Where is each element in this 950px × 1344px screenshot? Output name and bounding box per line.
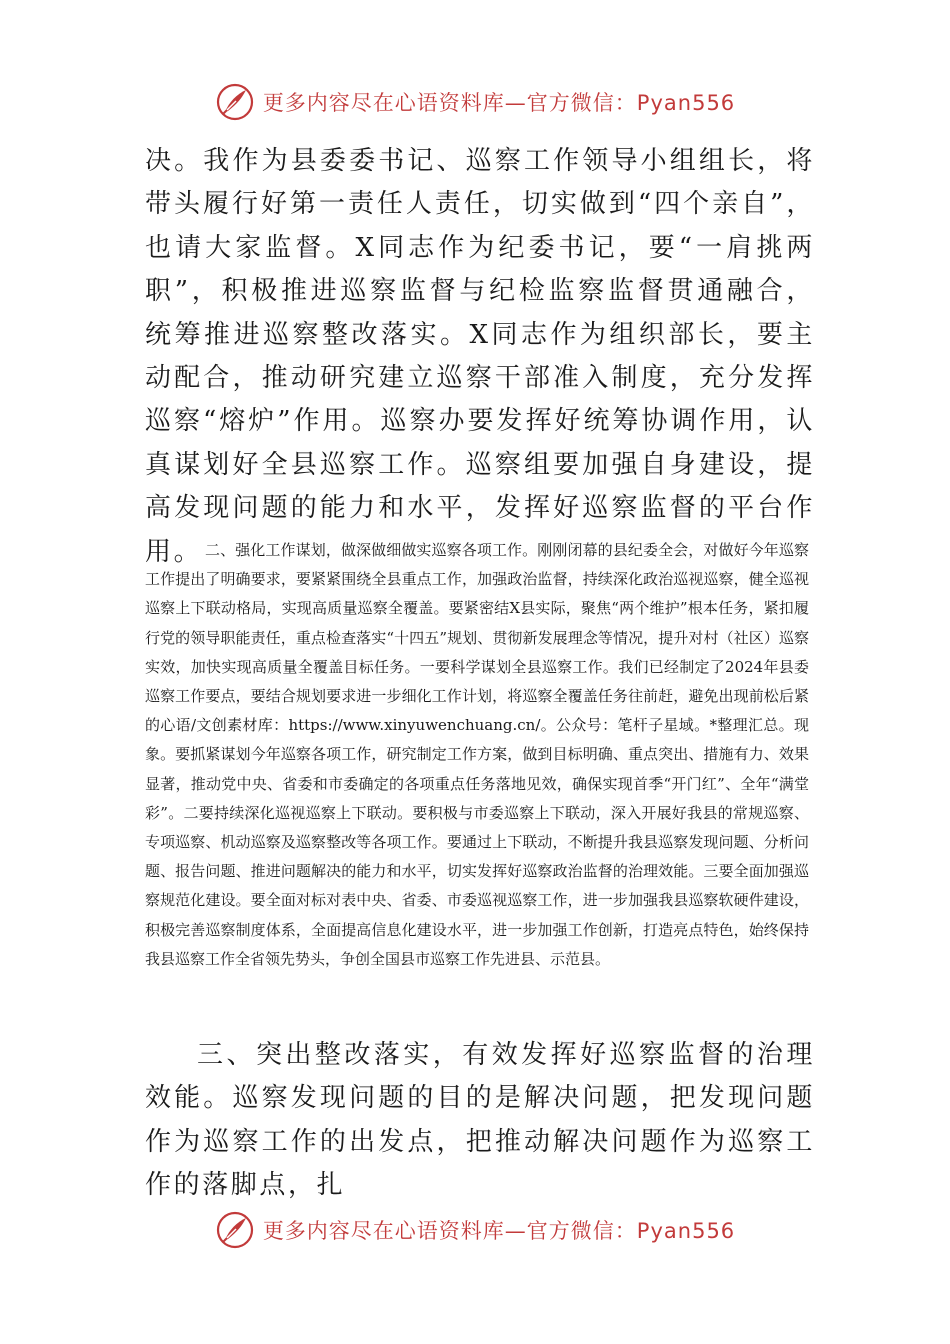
header-banner bbox=[0, 80, 950, 124]
footer-banner bbox=[0, 1208, 950, 1252]
quill-logo-icon bbox=[215, 82, 255, 122]
quill-logo-icon bbox=[215, 1210, 255, 1250]
header-banner-text: 更多内容尽在心语资料库—官方微信：Pyan556 bbox=[262, 91, 736, 115]
paragraph-rectification: 三、突出整改落实，有效发挥好巡察监督的治理效能。巡察发现问题的目的是解决问题，把发现问题作为巡察工作的出发点，把推动解决问题作为巡察工作的落脚点，扎 bbox=[145, 1040, 815, 1201]
footer-banner-text: 更多内容尽在心语资料库—官方微信：Pyan556 bbox=[262, 1219, 736, 1243]
paragraph-leadership-duties: 决。我作为县委委书记、巡察工作领导小组组长，将带头履行好第一责任人责任，切实做到“四个亲自”，也请大家监督。X同志作为纪委书记，要“一肩挑两职”，积极推进巡察监督与纪检监察监督贯通融合，统筹推进巡察整改落实。X同志作为组织部长，要主动配合，推动研究建立巡察干部准入制度，充分发挥巡察“熔炉”作用。巡察办要发挥好统筹协调作用，认真谋划好全县巡察工作。巡察组要加强自身建设，提高发现问题的能力和水平，发挥好巡察监督的平台作用。 bbox=[145, 146, 815, 567]
paragraph-work-planning: 二、强化工作谋划，做深做细做实巡察各项工作。刚刚闭幕的县纪委全会，对做好今年巡察工作提出了明确要求，要紧紧围绕全县重点工作，加强政治监督，持续深化政治巡视巡察，健全巡视巡察上下联动格局，实现高质量巡察全覆盖。要紧密结X县实际，聚焦“两个维护”根本任务，紧扣履行党的领导职能责任，重点检查落实“十四五”规划、贯彻新发展理念等情况，提升对村（社区）巡察实效，加快实现高质量全覆盖目标任务。一要科学谋划全县巡察工作。我们已经制定了2024年县委巡察工作要点，要结合规划要求进一步细化工作计划，将巡察全覆盖任务往前赶，避免出现前松后紧的心语/文创素材库：https://www.xinyuwenchuang.cn/。公众号：笔杆子星域。*整理汇总。现象。要抓紧谋划今年巡察各项工作，研究制定工作方案，做到目标明确、重点突出、措施有力、效果显著，推动党中央、省委和市委确定的各项重点任务落地见效，确保实现首季“开门红”、全年“满堂彩”。二要持续深化巡视巡察上下联动。要积极与市委巡察上下联动，深入开展好我县的常规巡察、专项巡察、机动巡察及巡察整改等各项工作。要通过上下联动，不断提升我县巡察发现问题、分析问题、报告问题、推进问题解决的能力和水平，切实发挥好巡察政治监督的治理效能。三要全面加强巡察规范化建设。要全面对标对表中央、省委、市委巡视巡察工作，进一步加强我县巡察软硬件建设，积极完善巡察制度体系，全面提高信息化建设水平，进一步加强工作创新，打造亮点特色，始终保持我县巡察工作全省领先势头，争创全国县市巡察工作先进县、示范县。 bbox=[145, 541, 809, 968]
